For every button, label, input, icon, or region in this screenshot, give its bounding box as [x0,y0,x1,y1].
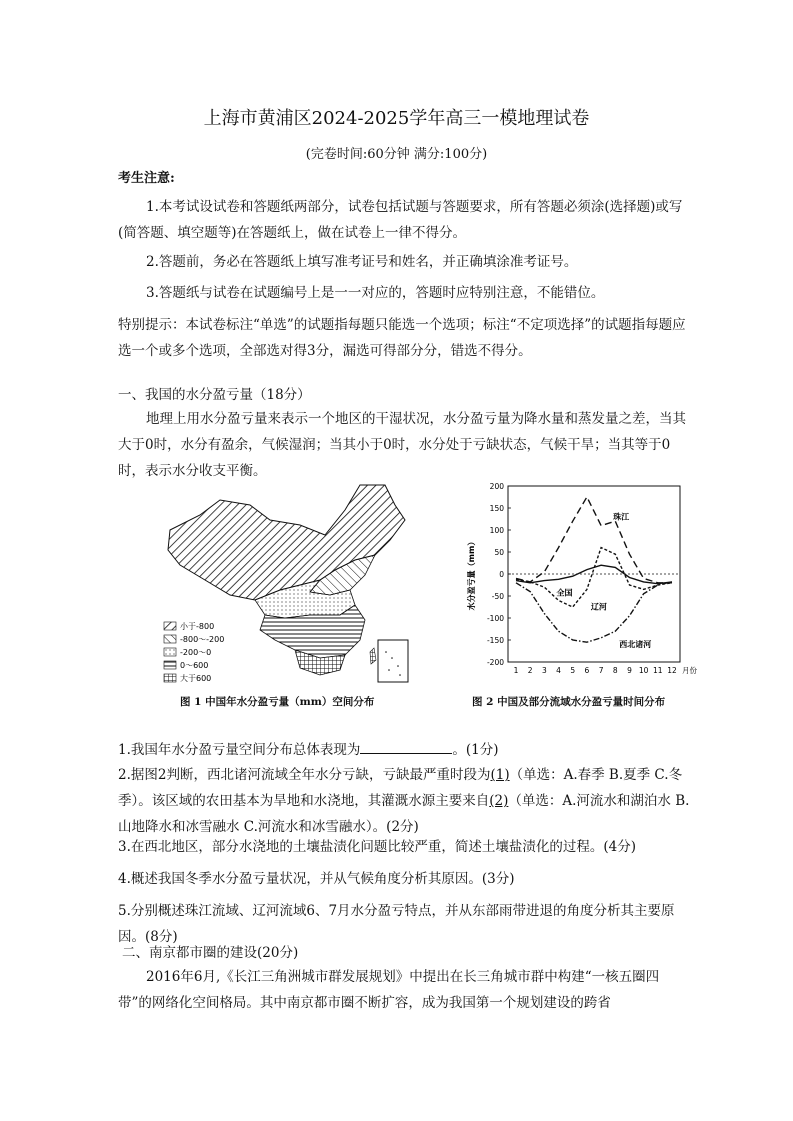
section1-intro: 地理上用水分盈亏量来表示一个地区的干湿状况，水分盈亏量为降水量和蒸发量之差，当其大于0时，水分有盈余，气候湿润；当其小于0时，水分处于亏缺状态，气候干旱；当其等于0时，表示水分收支平衡。 [118,411,686,479]
y-tick-label: 150 [489,504,504,513]
south-china-sea-inset [378,640,408,682]
q2-marker-2: (2) [489,793,509,809]
y-tick-label: -200 [486,658,504,667]
q1-answer-blank [360,739,452,754]
y-tick-label: 200 [489,482,504,491]
section2-intro: 2016年6月,《长江三角洲城市群发展规划》中提出在长三角城市群中构建“一核五圈四带”的网络化空间格局。其中南京都市圈不断扩容，成为我国第一个规划建设的跨省 [118,969,660,1011]
q2-text-c: （单选：A.河流水和湖泊水 B.山地降水和冰雪融水 C.河流水和冰雪融水）。(2分) [118,793,690,835]
legend-swatch-back [164,635,176,643]
y-tick-label: -100 [486,614,504,623]
x-tick-label: 7 [598,666,604,675]
series-label: 西北诸河 [619,640,652,650]
q1-tail: 。(1分) [452,742,499,758]
x-tick-label: 1 [513,666,519,675]
legend-swatch-grid [164,674,176,682]
series-line-全国 [516,565,672,584]
legend-swatch-diag [164,622,176,630]
y-tick-label: 0 [499,570,504,579]
q2-text-a: 2.据图2判断，西北诸河流域全年水分亏缺，亏缺最严重时段为 [118,767,491,783]
series-line-西北诸河 [516,582,672,642]
y-tick-label: -50 [491,592,504,601]
legend-label: 0～600 [180,661,209,670]
section1-heading: 一、我国的水分盈亏量（18分） [118,387,311,403]
section2-heading: 二、南京都市圈的建设(20分) [122,945,299,961]
x-tick-label: 3 [541,666,547,675]
x-tick-label: 11 [653,666,663,675]
map-legend [164,621,224,683]
legend-label: 大于600 [180,674,212,683]
question-1 [118,737,693,763]
x-tick-label: 8 [612,666,618,675]
y-tick-label: -150 [486,636,504,645]
series-line-辽河 [516,548,672,607]
notice-heading: 考生注意: [118,171,175,186]
notice-item-1: 1.本考试设试卷和答题纸两部分，试卷包括试题与答题要求，所有答题必须涂(选择题)或写(简答题、填空题等)在答题纸上，做在试卷上一律不得分。 [118,199,683,241]
notice-item-3: 3.答题纸与试卷在试题编号上是一一对应的，答题时应特别注意，不能错位。 [146,285,605,301]
legend-label: -200～0 [180,648,212,657]
map-region-arid [168,485,405,600]
x-tick-label: 10 [638,666,649,675]
figure1-caption: 图 1 中国年水分盈亏量（mm）空间分布 [180,696,375,708]
y-tick-label: 100 [489,526,504,535]
x-tick-label: 6 [584,666,590,675]
exam-title: 上海市黄浦区2024-2025学年高三一模地理试卷 [203,108,590,129]
x-tick-label: 12 [667,666,677,675]
x-tick-label: 9 [627,666,632,675]
taiwan-island [370,648,376,664]
question-4: 4.概述我国冬季水分盈亏量状况，并从气候角度分析其原因。(3分) [118,871,515,887]
water-balance-chart [462,478,697,688]
series-label: 珠江 [613,512,630,522]
special-note: 特别提示：本试卷标注“单选”的试题指每题只能选一个选项；标注“不定项选择”的试题指每题应选一个或多个选项，全部选对得3分，漏选可得部分分，错选不得分。 [118,317,686,359]
question-3: 3.在西北地区，部分水浇地的土壤盐渍化问题比较严重，简述土壤盐渍化的过程。(4分) [118,839,637,855]
question-5: 5.分别概述珠江流域、辽河流域6、7月水分盈亏特点，并从东部雨带进退的角度分析其主要原因。(8分) [118,903,675,945]
notice-item-2: 2.答题前，务必在答题纸上填写准考证号和姓名，并正确填涂准考证号。 [146,254,578,270]
series-label: 全国 [556,588,573,598]
y-tick-label: 50 [494,548,504,557]
legend-swatch-horiz [164,661,176,669]
x-tick-label: 4 [556,666,561,675]
exam-subtitle: (完卷时间:60分钟 满分:100分) [305,147,488,162]
x-tick-label: 2 [527,666,533,675]
question-2 [118,762,693,840]
figure2-caption: 图 2 中国及部分流域水分盈亏量时间分布 [472,696,666,708]
q2-text-b: （单选：A.春季 B.夏季 C.冬季）。该区域的农田基本为旱地和水浇地，其灌溉水源主要来自 [118,767,683,809]
legend-label: 小于-800 [180,622,215,631]
y-axis-label: 水分盈亏量（mm） [467,537,476,611]
legend-label: -800～-200 [180,635,225,644]
x-unit-label: 月份 [682,666,697,675]
x-tick-label: 5 [570,666,576,675]
legend-swatch-dots [164,648,176,656]
china-map-figure [160,480,425,690]
q2-marker-1: (1) [490,767,510,783]
q1-text: 1.我国年水分盈亏量空间分布总体表现为 [118,742,361,758]
series-label: 辽河 [590,602,607,612]
